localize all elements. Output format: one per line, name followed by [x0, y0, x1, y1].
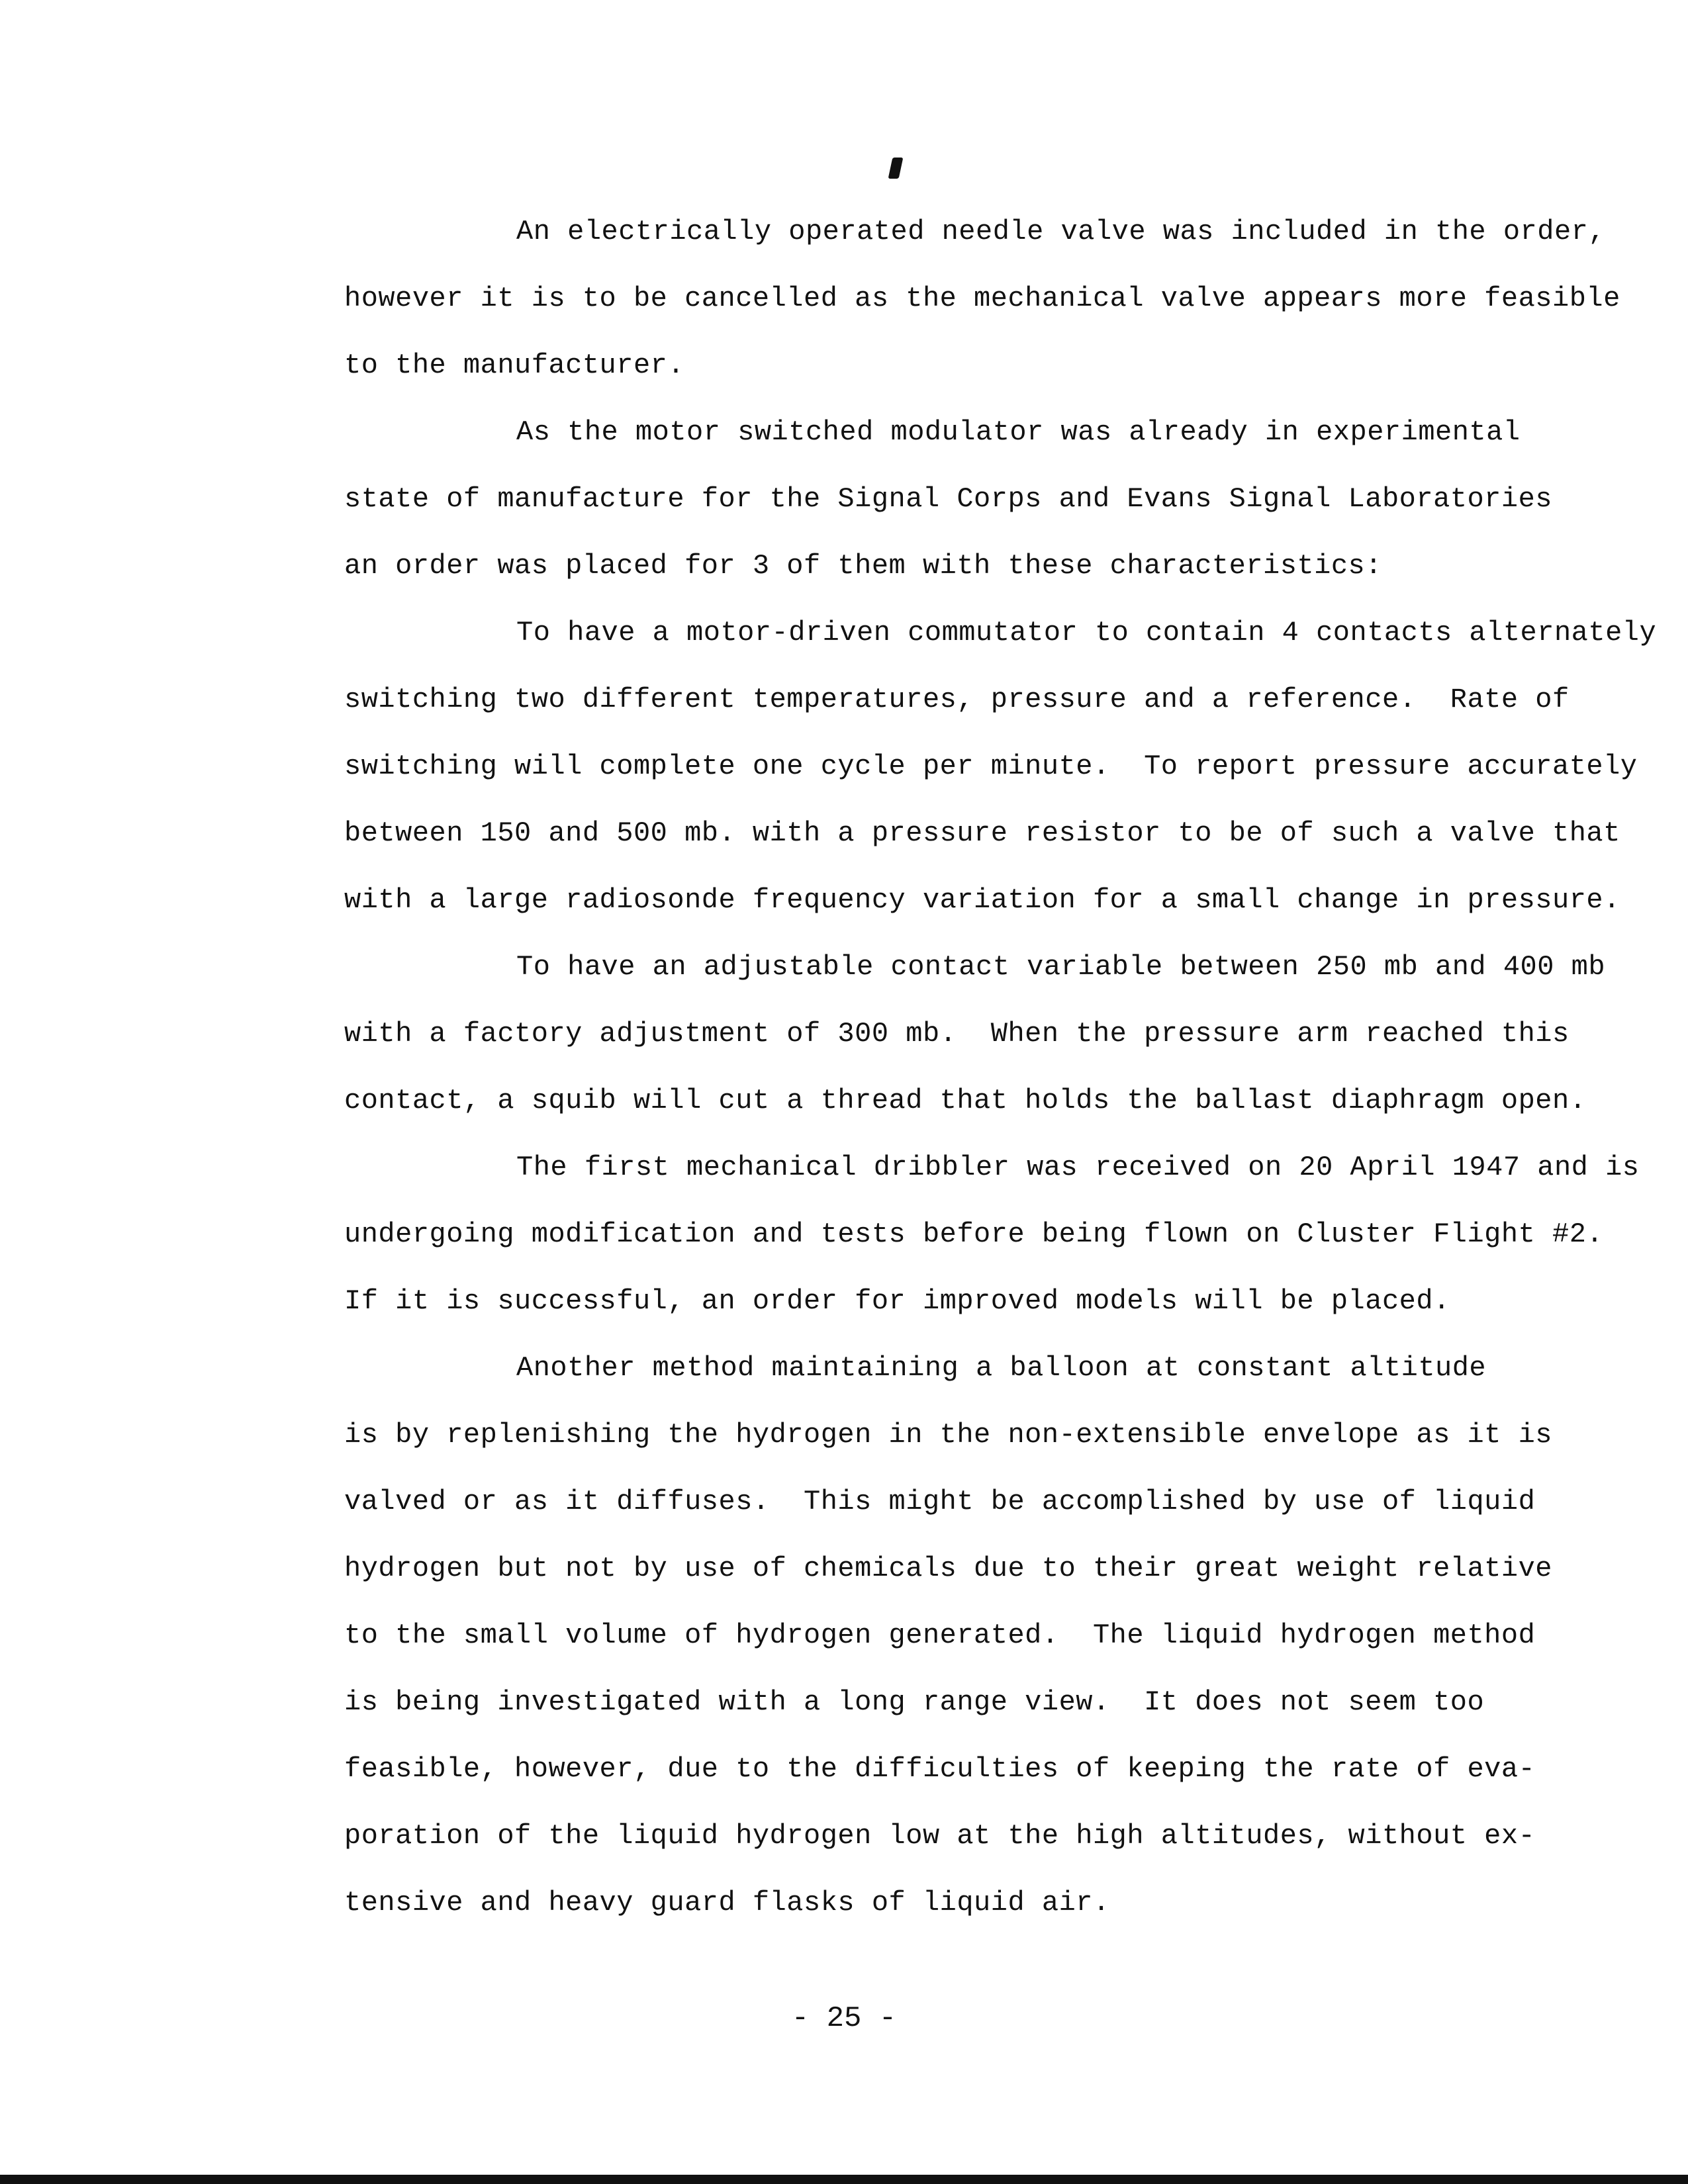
text-line: switching two different temperatures, pressure and a reference. Rate of [344, 684, 1570, 715]
text-line: undergoing modification and tests before being flown on Cluster Flight #2. [344, 1218, 1604, 1250]
text-line: To have an adjustable contact variable between 250 mb and 400 mb [516, 951, 1606, 983]
text-line: tensive and heavy guard flasks of liquid air. [344, 1887, 1110, 1919]
text-line: To have a motor-driven commutator to contain 4 contacts alternately [516, 617, 1657, 649]
text-line: an order was placed for 3 of them with these characteristics: [344, 550, 1382, 582]
text-line: contact, a squib will cut a thread that holds the ballast diaphragm open. [344, 1085, 1587, 1116]
text-line: If it is successful, an order for improved models will be placed. [344, 1285, 1450, 1317]
paragraph-commutator [344, 600, 1655, 934]
text-line: is by replenishing the hydrogen in the non-extensible envelope as it is [344, 1419, 1552, 1451]
text-line: however it is to be cancelled as the mechanical valve appears more feasible [344, 283, 1620, 314]
paragraph-dribbler [344, 1134, 1655, 1335]
text-line: between 150 and 500 mb. with a pressure resistor to be of such a valve that [344, 817, 1620, 849]
page-number: - 25 - [791, 2002, 897, 2035]
paragraph-modulator-order [344, 399, 1655, 600]
text-line: is being investigated with a long range view. It does not seem too [344, 1686, 1485, 1718]
paragraph-needle-valve [344, 199, 1655, 399]
text-line: poration of the liquid hydrogen low at the high altitudes, without ex- [344, 1820, 1536, 1852]
text-line: valved or as it diffuses. This might be accomplished by use of liquid [344, 1486, 1536, 1518]
text-line: state of manufacture for the Signal Corps and Evans Signal Laboratories [344, 483, 1552, 515]
text-line: to the manufacturer. [344, 349, 685, 381]
text-line: with a factory adjustment of 300 mb. When the pressure arm reached this [344, 1018, 1570, 1050]
paragraph-adjustable-contact [344, 934, 1655, 1134]
body-text [344, 199, 1655, 1936]
text-line: An electrically operated needle valve was included in the order, [516, 216, 1606, 248]
typewriter-mark [888, 158, 904, 179]
text-line: feasible, however, due to the difficulties of keeping the rate of eva- [344, 1753, 1536, 1785]
text-line: As the motor switched modulator was already in experimental [516, 416, 1521, 448]
bottom-edge-rule [0, 2175, 1688, 2184]
text-line: Another method maintaining a balloon at constant altitude [516, 1352, 1487, 1384]
paragraph-liquid-hydrogen [344, 1335, 1655, 1936]
text-line: The first mechanical dribbler was received on 20 April 1947 and is [516, 1152, 1640, 1183]
text-line: hydrogen but not by use of chemicals due to their great weight relative [344, 1553, 1552, 1584]
text-line: to the small volume of hydrogen generated. The liquid hydrogen method [344, 1619, 1536, 1651]
text-line: switching will complete one cycle per minute. To report pressure accurately [344, 751, 1638, 782]
text-line: with a large radiosonde frequency variation for a small change in pressure. [344, 884, 1620, 916]
